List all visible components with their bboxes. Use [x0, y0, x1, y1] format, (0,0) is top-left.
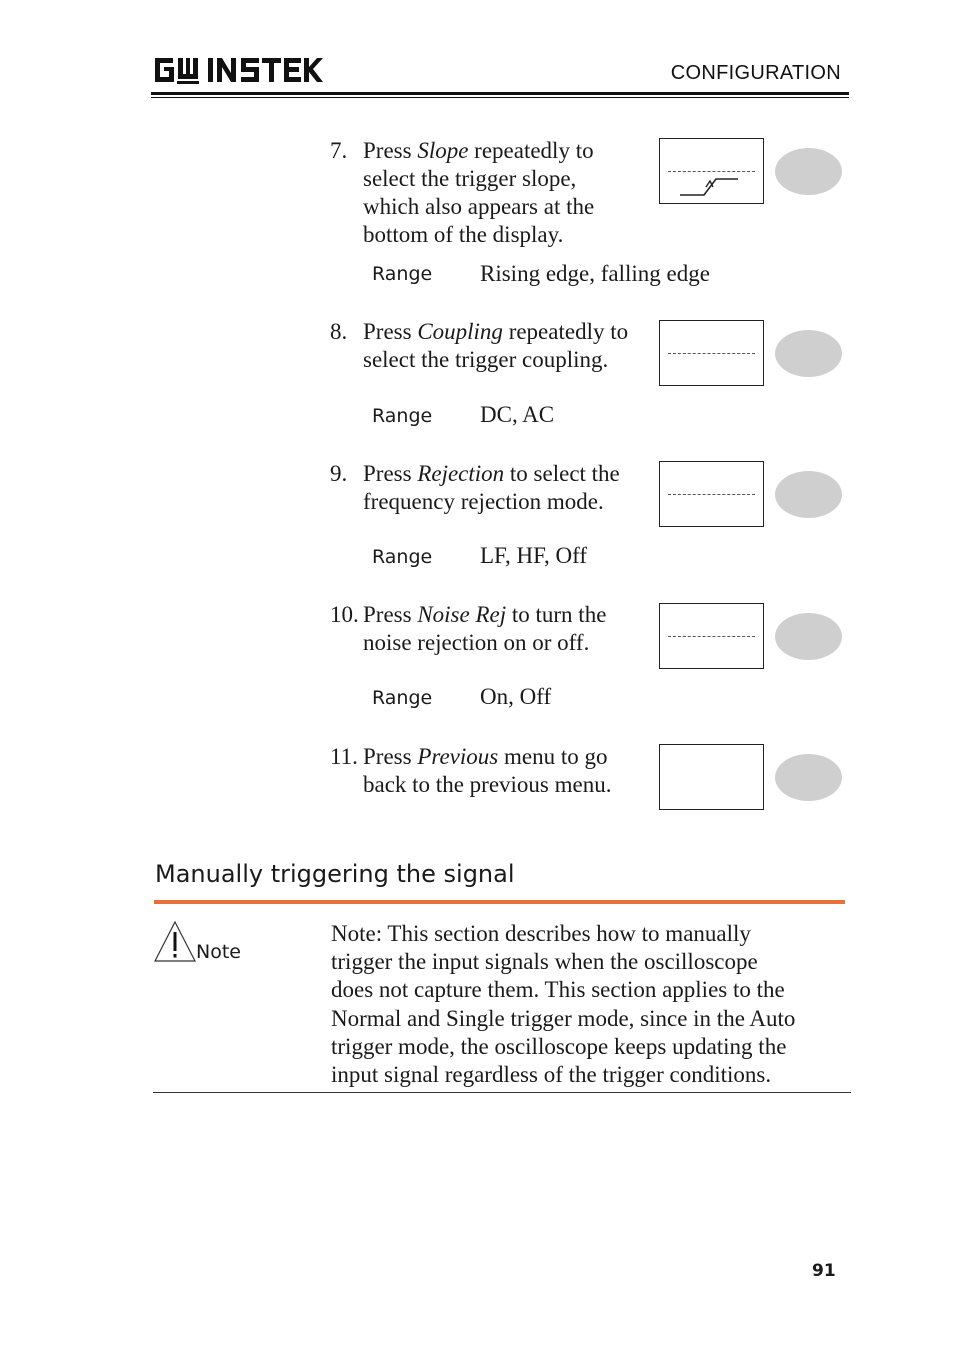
step-text — [363, 743, 611, 799]
range-value: On, Off — [480, 684, 552, 709]
header-section-title: CONFIGURATION — [670, 62, 841, 84]
note-line: trigger the input signals when the oscilloscope — [331, 949, 758, 975]
warning-triangle-icon — [154, 920, 196, 962]
step-line: select the trigger coupling. — [363, 347, 609, 372]
step-number: 10. — [330, 602, 359, 627]
soft-key-slope[interactable] — [775, 148, 842, 195]
step-9 — [330, 460, 650, 516]
gw-instek-logo — [153, 55, 323, 85]
step-number: 7. — [330, 138, 348, 163]
step-text — [363, 601, 606, 657]
header-rule — [151, 92, 849, 95]
page-number: 91 — [812, 1261, 836, 1281]
step-11 — [330, 743, 650, 799]
softkey-name-noise-rej: Noise Rej — [417, 602, 507, 627]
range-value: DC, AC — [480, 402, 555, 427]
note-line: trigger mode, the oscilloscope keeps updating the — [331, 1033, 787, 1059]
step-10 — [330, 601, 650, 657]
step-8 — [330, 318, 650, 374]
softkey-name-slope: Slope — [417, 138, 469, 163]
step-line: back to the previous menu. — [363, 772, 612, 797]
step-line: frequency rejection mode. — [363, 489, 604, 514]
rising-edge-icon — [678, 175, 740, 199]
note-line: does not capture them. This section applies to the — [331, 977, 785, 1003]
softkey-name-rejection: Rejection — [417, 461, 505, 486]
noise-rej-menu-box — [659, 603, 764, 669]
step-line: Press Coupling repeatedly to — [363, 319, 629, 344]
step-text — [363, 460, 620, 516]
note-rule — [153, 1092, 851, 1093]
range-value: Rising edge, falling edge — [480, 261, 710, 286]
step-line: select the trigger slope, — [363, 166, 577, 191]
step-line: Press Previous menu to go — [363, 744, 608, 769]
step-line: which also appears at the — [363, 194, 595, 219]
softkey-name-coupling: Coupling — [417, 319, 503, 344]
coupling-menu-box — [659, 320, 764, 386]
step-line: Press Slope repeatedly to — [363, 138, 594, 163]
section-rule — [154, 900, 845, 904]
range-label: Range — [372, 263, 433, 285]
rejection-menu-box — [659, 461, 764, 527]
step-text — [363, 318, 628, 374]
soft-key-rejection[interactable] — [775, 471, 842, 518]
step-number: 11. — [330, 744, 358, 769]
soft-key-noise-rej[interactable] — [775, 613, 842, 660]
step-line: noise rejection on or off. — [363, 630, 590, 655]
step-7 — [330, 137, 650, 249]
note-line: input signal regardless of the trigger conditions. — [331, 1062, 772, 1088]
note-text — [331, 920, 846, 1089]
step-number: 9. — [330, 461, 348, 486]
step-line: Press Rejection to select the — [363, 461, 620, 486]
step-line: bottom of the display. — [363, 222, 564, 247]
slope-menu-box — [659, 138, 764, 204]
note-line: Normal and Single trigger mode, since in the Auto — [331, 1005, 796, 1031]
note-line: Note: This section describes how to manually — [331, 921, 751, 946]
range-value: LF, HF, Off — [480, 543, 588, 568]
step-line: Press Noise Rej to turn the — [363, 602, 607, 627]
range-label: Range — [372, 687, 433, 709]
soft-key-previous[interactable] — [775, 754, 842, 801]
step-number: 8. — [330, 319, 348, 344]
header-rule-thin — [151, 97, 849, 98]
soft-key-coupling[interactable] — [775, 330, 842, 377]
note-label: Note — [196, 941, 241, 963]
range-label: Range — [372, 405, 433, 427]
range-label: Range — [372, 546, 433, 568]
section-title: Manually triggering the signal — [155, 860, 515, 888]
softkey-name-previous: Previous — [417, 744, 499, 769]
previous-menu-box — [659, 744, 764, 810]
step-text — [363, 137, 594, 249]
